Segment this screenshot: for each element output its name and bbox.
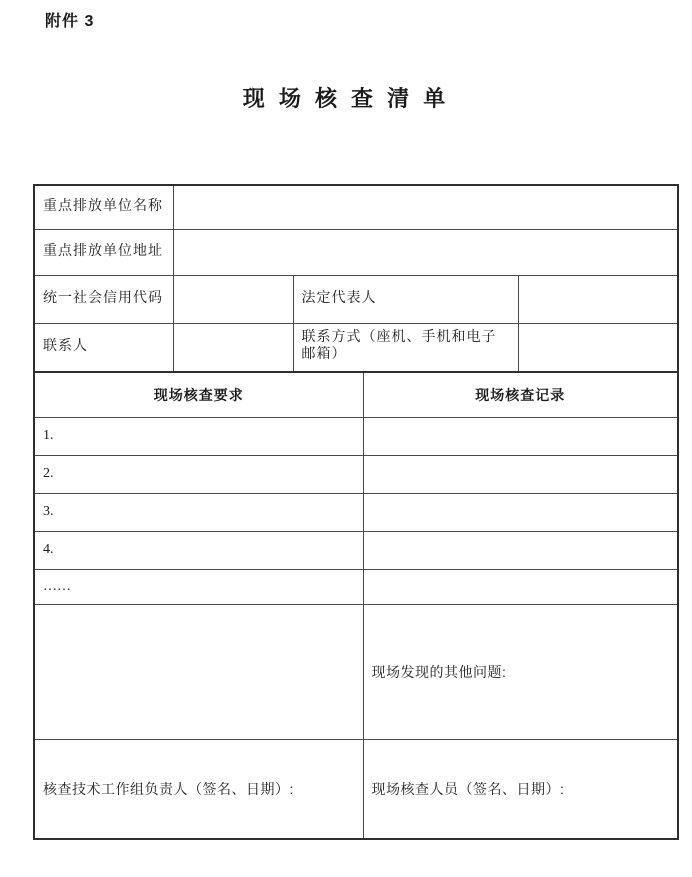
checklist-header-requirements: 现场核查要求 [34, 372, 363, 417]
verification-form-table [33, 184, 679, 840]
company-address-label: 重点排放单位地址 [34, 229, 173, 275]
signature-tech-group-leader: 核查技术工作组负责人（签名、日期）: [34, 739, 363, 839]
other-issues-label: 现场发现的其他问题: [363, 604, 678, 739]
legal-rep-value-cell [518, 275, 678, 323]
checklist-item-row-3 [34, 493, 678, 531]
checklist-item-4-record [363, 531, 678, 569]
checklist-item-row-4 [34, 531, 678, 569]
checklist-item-1-record [363, 417, 678, 455]
company-address-value-cell [173, 229, 678, 275]
page-title: 现 场 核 查 清 单 [242, 86, 450, 111]
checklist-item-4-requirement: 4. [34, 531, 363, 569]
contact-method-label: 联系方式（座机、手机和电子邮箱） [293, 323, 518, 372]
checklist-item-row-2 [34, 455, 678, 493]
checklist-ellipsis-record [363, 569, 678, 604]
row-company-address [34, 229, 678, 275]
credit-code-label: 统一社会信用代码 [34, 275, 173, 323]
checklist-ellipsis-row [34, 569, 678, 604]
checklist-item-2-requirement: 2. [34, 455, 363, 493]
company-name-value-cell [173, 185, 678, 229]
credit-code-value-cell [173, 275, 293, 323]
row-contact [34, 323, 678, 372]
signature-site-verifiers: 现场核查人员（签名、日期）: [363, 739, 678, 839]
contact-person-value-cell [173, 323, 293, 372]
other-issues-left-cell [34, 604, 363, 739]
attachment-label: 附件 3 [45, 13, 95, 30]
checklist-item-3-requirement: 3. [34, 493, 363, 531]
company-name-label: 重点排放单位名称 [34, 185, 173, 229]
row-company-name [34, 185, 678, 229]
checklist-ellipsis: …… [34, 569, 363, 604]
checklist-header-records: 现场核查记录 [363, 372, 678, 417]
legal-rep-label: 法定代表人 [293, 275, 518, 323]
checklist-item-1-requirement: 1. [34, 417, 363, 455]
row-credit-code-legal-rep [34, 275, 678, 323]
contact-person-label: 联系人 [34, 323, 173, 372]
checklist-item-row-1 [34, 417, 678, 455]
checklist-item-3-record [363, 493, 678, 531]
signature-row [34, 739, 678, 839]
checklist-item-2-record [363, 455, 678, 493]
contact-method-value-cell [518, 323, 678, 372]
other-issues-row [34, 604, 678, 739]
checklist-header-row [34, 372, 678, 417]
